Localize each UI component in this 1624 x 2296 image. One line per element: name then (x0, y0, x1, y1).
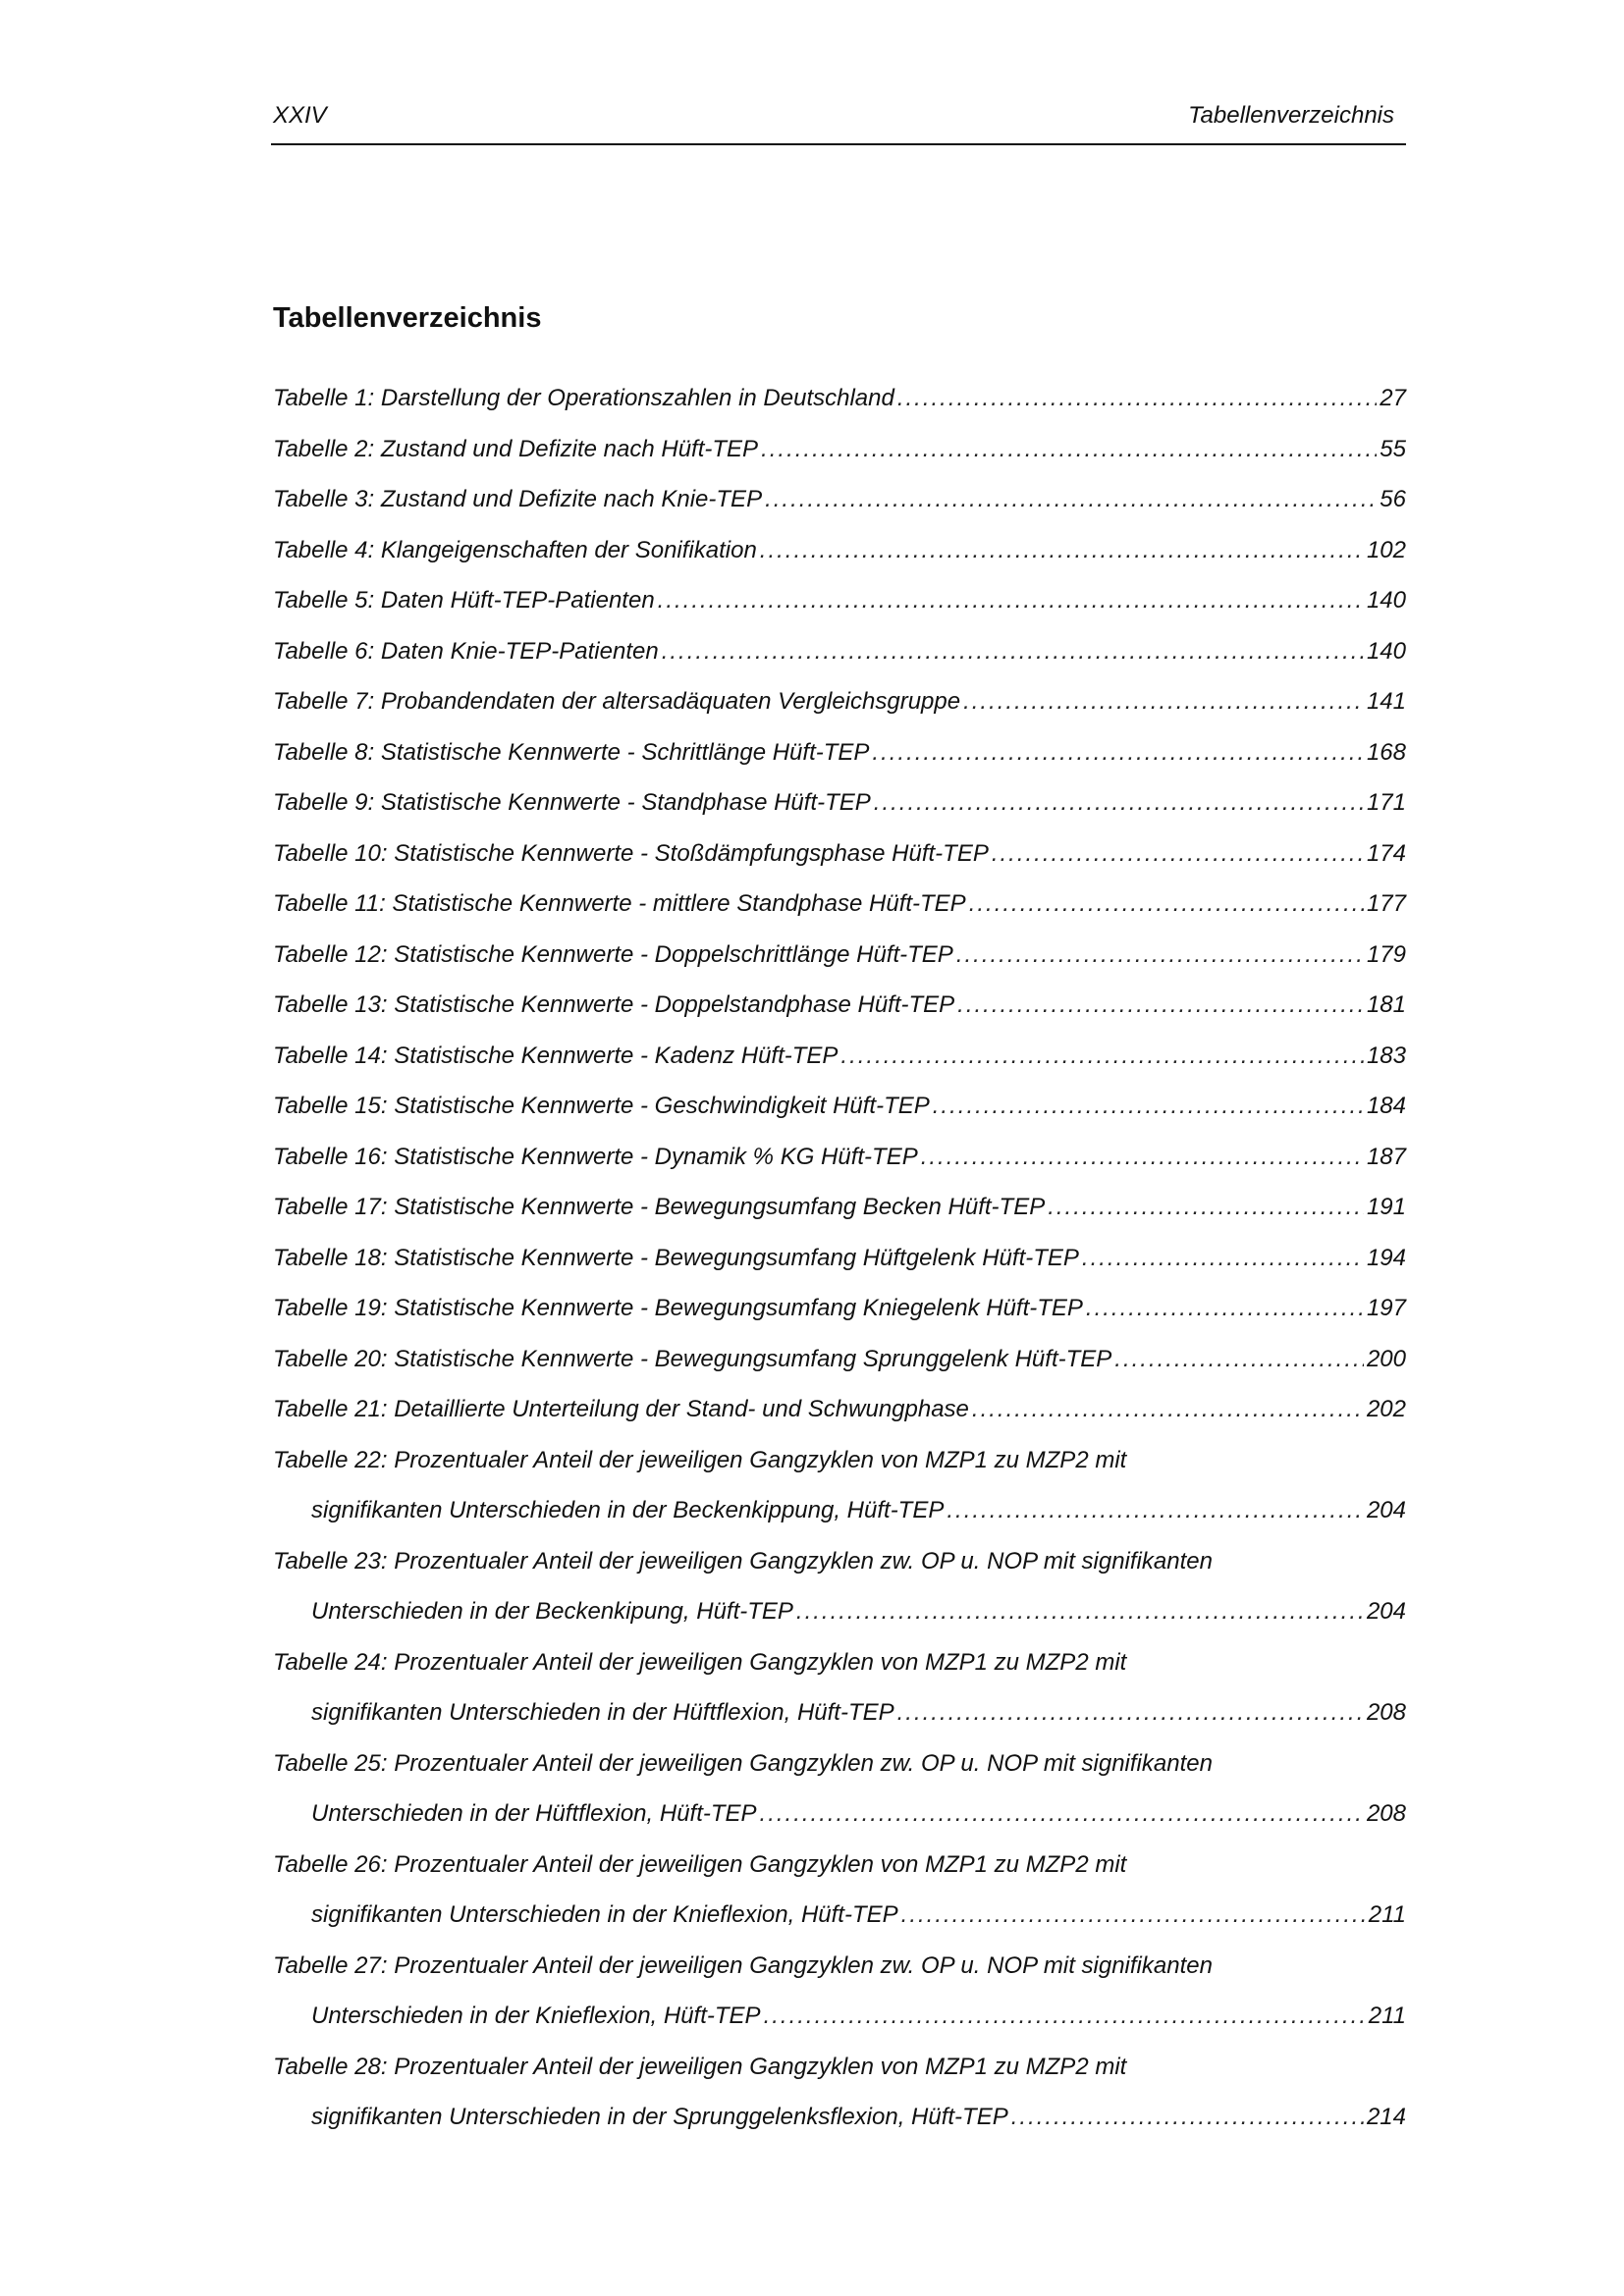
dot-leader (796, 1586, 1364, 1637)
toc-entry[interactable] (273, 1384, 1406, 1435)
toc-entry-label: signifikanten Unterschieden in der Beckenkippung, Hüft-TEP (311, 1497, 945, 1523)
toc-entry[interactable] (273, 424, 1406, 475)
toc-entry-line (273, 373, 1406, 424)
toc-entry-line (273, 1941, 1406, 1992)
toc-entry-continuation (273, 1991, 1406, 2042)
dot-leader (761, 424, 1377, 475)
toc-entry[interactable] (273, 1840, 1406, 1941)
toc-entry-label: Unterschieden in der Beckenkipung, Hüft-TEP (311, 1598, 793, 1625)
toc-entry-label: Tabelle 25: Prozentualer Anteil der jeweiligen Gangzyklen zw. OP u. NOP mit signifikanten (273, 1749, 1213, 1777)
toc-page-number: 168 (1366, 738, 1406, 766)
dot-leader (1082, 1233, 1364, 1284)
toc-entry-line (273, 1840, 1406, 1891)
toc-entry-line (273, 474, 1406, 525)
toc-entry-label: Tabelle 1: Darstellung der Operationszahlen in Deutschland (273, 385, 894, 411)
toc-page-number: 187 (1366, 1143, 1406, 1170)
toc-entry-label: Tabelle 13: Statistische Kennwerte - Doppelstandphase Hüft-TEP (273, 991, 955, 1018)
toc-entry-line (273, 879, 1406, 930)
toc-entry-label: Tabelle 26: Prozentualer Anteil der jeweiligen Gangzyklen von MZP1 zu MZP2 mit (273, 1850, 1127, 1878)
toc-entry-label: Unterschieden in der Knieflexion, Hüft-TEP (311, 2002, 761, 2029)
toc-page-number: 191 (1366, 1194, 1406, 1220)
toc-page-number: 208 (1366, 1800, 1406, 1827)
toc-page-number: 211 (1368, 2002, 1406, 2029)
toc-entry-line (273, 626, 1406, 677)
dot-leader (662, 626, 1364, 677)
toc-entry[interactable] (273, 980, 1406, 1031)
dot-leader (897, 1687, 1364, 1738)
toc-entry-label: Tabelle 12: Statistische Kennwerte - Doppelschrittlänge Hüft-TEP (273, 940, 953, 968)
toc-entry-label: Tabelle 22: Prozentualer Anteil der jeweiligen Gangzyklen von MZP1 zu MZP2 mit (273, 1446, 1127, 1473)
toc-page-number: 200 (1366, 1345, 1406, 1372)
toc-entry-line (273, 1637, 1406, 1688)
toc-page-number: 179 (1366, 940, 1406, 968)
toc-entry-label: Tabelle 18: Statistische Kennwerte - Bewegungsumfang Hüftgelenk Hüft-TEP (273, 1244, 1079, 1271)
toc-entry[interactable] (273, 1031, 1406, 1082)
toc-page-number: 183 (1366, 1041, 1406, 1069)
toc-entry-continuation (273, 1890, 1406, 1941)
toc-entry-label: Tabelle 20: Statistische Kennwerte - Bewegungsumfang Sprunggelenk Hüft-TEP (273, 1345, 1112, 1372)
toc-entry-label: Tabelle 15: Statistische Kennwerte - Geschwindigkeit Hüft-TEP (273, 1093, 930, 1119)
toc-page-number: 181 (1366, 991, 1406, 1018)
toc-entry-label: Tabelle 8: Statistische Kennwerte - Schrittlänge Hüft-TEP (273, 738, 870, 766)
toc-entry-label: Tabelle 14: Statistische Kennwerte - Kadenz Hüft-TEP (273, 1041, 839, 1069)
toc-entry-label: Tabelle 9: Statistische Kennwerte - Standphase Hüft-TEP (273, 789, 871, 816)
dot-leader (956, 930, 1364, 981)
toc-entry-label: signifikanten Unterschieden in der Knieflexion, Hüft-TEP (311, 1901, 898, 1928)
toc-entry-line (273, 1182, 1406, 1233)
toc-entry[interactable] (273, 777, 1406, 828)
toc-entry-label: Tabelle 17: Statistische Kennwerte - Bewegungsumfang Becken Hüft-TEP (273, 1194, 1046, 1220)
toc-entry-continuation (273, 1586, 1406, 1637)
dot-leader (872, 727, 1364, 778)
dot-leader (921, 1132, 1364, 1183)
table-of-tables (273, 373, 1406, 2143)
toc-entry-label: Unterschieden in der Hüftflexion, Hüft-TEP (311, 1800, 757, 1827)
toc-entry-line (273, 2042, 1406, 2093)
toc-entry[interactable] (273, 1334, 1406, 1385)
toc-entry[interactable] (273, 879, 1406, 930)
toc-entry[interactable] (273, 1637, 1406, 1738)
dot-leader (1048, 1182, 1364, 1233)
page-title: Tabellenverzeichnis (273, 302, 542, 334)
toc-entry-label: Tabelle 6: Daten Knie-TEP-Patienten (273, 637, 659, 665)
toc-page-number: 174 (1366, 839, 1406, 867)
dot-leader (933, 1081, 1364, 1132)
toc-entry-line (273, 1384, 1406, 1435)
toc-entry[interactable] (273, 1536, 1406, 1637)
toc-entry[interactable] (273, 575, 1406, 626)
toc-entry[interactable] (273, 828, 1406, 880)
toc-entry-line (273, 1031, 1406, 1082)
toc-entry-label: Tabelle 2: Zustand und Defizite nach Hüft-TEP (273, 435, 759, 462)
toc-entry[interactable] (273, 373, 1406, 424)
dot-leader (764, 1991, 1366, 2042)
dot-leader (765, 474, 1377, 525)
dot-leader (972, 1384, 1364, 1435)
toc-page-number: 214 (1366, 2104, 1406, 2130)
toc-entry-line (273, 1081, 1406, 1132)
toc-entry[interactable] (273, 1132, 1406, 1183)
toc-entry-line (273, 930, 1406, 981)
toc-entry-line (273, 828, 1406, 880)
dot-leader (969, 879, 1364, 930)
toc-entry-line (273, 1536, 1406, 1587)
dot-leader (760, 525, 1364, 576)
dot-leader (840, 1031, 1364, 1082)
toc-page-number: 211 (1368, 1901, 1406, 1928)
toc-entry-label: Tabelle 11: Statistische Kennwerte - mittlere Standphase Hüft-TEP (273, 890, 966, 917)
toc-entry-continuation (273, 1485, 1406, 1536)
dot-leader (947, 1485, 1364, 1536)
toc-entry-label: Tabelle 24: Prozentualer Anteil der jeweiligen Gangzyklen von MZP1 zu MZP2 mit (273, 1648, 1127, 1676)
dot-leader (992, 828, 1364, 880)
toc-entry-label: Tabelle 16: Statistische Kennwerte - Dynamik % KG Hüft-TEP (273, 1143, 918, 1170)
toc-page-number: 197 (1366, 1295, 1406, 1321)
dot-leader (957, 980, 1364, 1031)
toc-entry-label: Tabelle 3: Zustand und Defizite nach Knie-TEP (273, 486, 763, 512)
toc-entry[interactable] (273, 626, 1406, 677)
toc-entry[interactable] (273, 1233, 1406, 1284)
toc-entry-label: signifikanten Unterschieden in der Hüftflexion, Hüft-TEP (311, 1699, 894, 1726)
toc-entry-line (273, 676, 1406, 727)
toc-entry[interactable] (273, 930, 1406, 981)
toc-page-number: 208 (1366, 1699, 1406, 1726)
dot-leader (658, 575, 1364, 626)
toc-entry-continuation (273, 1789, 1406, 1840)
running-header (271, 100, 1406, 145)
toc-entry-line (273, 424, 1406, 475)
toc-entry-label: Tabelle 28: Prozentualer Anteil der jeweiligen Gangzyklen von MZP1 zu MZP2 mit (273, 2053, 1127, 2080)
toc-page-number: 27 (1380, 385, 1406, 411)
toc-entry[interactable] (273, 525, 1406, 576)
toc-entry-line (273, 1233, 1406, 1284)
dot-leader (1011, 2092, 1364, 2143)
dot-leader (901, 1890, 1366, 1941)
toc-page-number: 202 (1366, 1396, 1406, 1422)
toc-entry-label: Tabelle 7: Probandendaten der altersadäquaten Vergleichsgruppe (273, 688, 961, 715)
dot-leader (874, 777, 1364, 828)
toc-entry[interactable] (273, 1435, 1406, 1536)
header-section-title: Tabellenverzeichnis (1188, 102, 1394, 129)
toc-entry-line (273, 980, 1406, 1031)
toc-entry-line (273, 1435, 1406, 1486)
toc-page-number: 55 (1380, 435, 1406, 462)
dot-leader (760, 1789, 1364, 1840)
toc-entry-line (273, 525, 1406, 576)
toc-page-number: 204 (1366, 1497, 1406, 1523)
toc-entry-line (273, 727, 1406, 778)
toc-entry-label: Tabelle 4: Klangeigenschaften der Sonifikation (273, 536, 757, 563)
toc-page-number: 184 (1366, 1093, 1406, 1119)
toc-entry-label: Tabelle 27: Prozentualer Anteil der jeweiligen Gangzyklen zw. OP u. NOP mit signifikanten (273, 1951, 1213, 1979)
toc-entry[interactable] (273, 1941, 1406, 2042)
toc-page-number: 140 (1366, 587, 1406, 614)
toc-entry-continuation (273, 2092, 1406, 2143)
toc-entry[interactable] (273, 1283, 1406, 1334)
toc-entry-line (273, 575, 1406, 626)
toc-entry[interactable] (273, 2042, 1406, 2143)
toc-page-number: 141 (1366, 688, 1406, 715)
toc-entry-label: signifikanten Unterschieden in der Sprunggelenksflexion, Hüft-TEP (311, 2104, 1008, 2130)
toc-entry-line (273, 777, 1406, 828)
toc-entry-continuation (273, 1687, 1406, 1738)
toc-entry-line (273, 1334, 1406, 1385)
toc-entry-label: Tabelle 10: Statistische Kennwerte - Stoßdämpfungsphase Hüft-TEP (273, 839, 989, 867)
toc-page-number: 171 (1366, 789, 1406, 816)
toc-page-number: 140 (1366, 637, 1406, 665)
dot-leader (1114, 1334, 1364, 1385)
toc-entry-label: Tabelle 23: Prozentualer Anteil der jeweiligen Gangzyklen zw. OP u. NOP mit signifikanten (273, 1547, 1213, 1575)
header-page-number: XXIV (273, 102, 327, 129)
toc-entry-line (273, 1132, 1406, 1183)
toc-entry-line (273, 1738, 1406, 1789)
toc-page-number: 102 (1366, 536, 1406, 563)
toc-entry-label: Tabelle 21: Detaillierte Unterteilung der Stand- und Schwungphase (273, 1396, 969, 1422)
toc-page-number: 56 (1380, 486, 1406, 512)
toc-page-number: 204 (1366, 1598, 1406, 1625)
dot-leader (963, 676, 1364, 727)
dot-leader (1086, 1283, 1364, 1334)
toc-entry[interactable] (273, 727, 1406, 778)
toc-entry-label: Tabelle 19: Statistische Kennwerte - Bewegungsumfang Kniegelenk Hüft-TEP (273, 1295, 1083, 1321)
dot-leader (897, 373, 1377, 424)
toc-entry[interactable] (273, 676, 1406, 727)
toc-entry[interactable] (273, 1738, 1406, 1840)
toc-entry-label: Tabelle 5: Daten Hüft-TEP-Patienten (273, 587, 655, 614)
toc-page-number: 194 (1366, 1244, 1406, 1271)
toc-page-number: 177 (1366, 890, 1406, 917)
toc-entry[interactable] (273, 1081, 1406, 1132)
toc-entry[interactable] (273, 1182, 1406, 1233)
toc-entry-line (273, 1283, 1406, 1334)
toc-entry[interactable] (273, 474, 1406, 525)
